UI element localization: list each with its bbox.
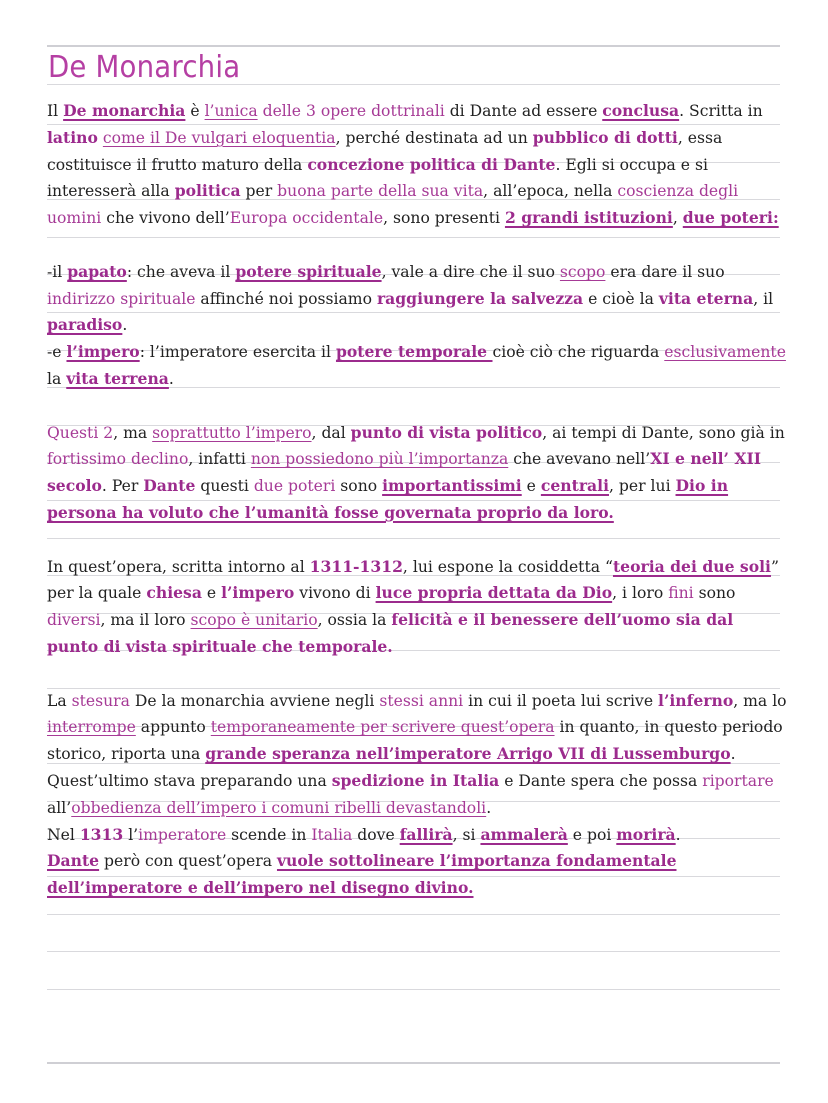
text-run: però con quest’opera	[99, 852, 277, 871]
paragraph-due-soli	[47, 554, 787, 661]
text-run: . Egli si occupa e si interesserà alla	[47, 155, 708, 201]
paragraph-spedizione	[47, 768, 787, 822]
text-run: in cui il poeta lui scrive	[463, 691, 659, 710]
text-run: vuole sottolineare l’importanza fondamentale dell’imperatore e dell’impero nel disegno divino.	[47, 851, 677, 898]
rule-line	[47, 989, 780, 990]
text-run: diversi	[47, 611, 101, 630]
text-run: Questi 2	[47, 423, 114, 442]
text-run: e cioè la	[583, 289, 659, 308]
text-run: : che aveva il	[126, 262, 236, 281]
text-run: la	[47, 369, 67, 388]
text-run: scende in	[226, 825, 312, 844]
text-run: potere temporale	[335, 342, 493, 362]
text-run: . Scritta in	[679, 102, 763, 120]
text-run: temporaneamente per scrivere quest’opera	[210, 718, 555, 737]
text-run: , essa costituisce il frutto maturo della	[47, 128, 723, 174]
text-run: appunto	[135, 718, 211, 737]
text-run: paradiso	[47, 315, 123, 335]
text-run: Italia	[311, 825, 353, 844]
notes-body	[47, 98, 787, 902]
text-run: -e	[47, 343, 67, 362]
text-run: , dal	[311, 423, 351, 442]
text-run: .	[730, 745, 736, 764]
text-run: De monarchia	[63, 101, 186, 120]
text-run: .	[486, 798, 492, 817]
text-run: esclusivamente	[664, 343, 786, 362]
text-run: l’	[123, 825, 139, 844]
text-run: Dante	[143, 476, 196, 496]
text-run: -il	[47, 262, 68, 281]
text-run: latino	[47, 127, 98, 147]
text-run: , sono presenti	[383, 209, 505, 228]
text-run: Nel	[47, 825, 80, 844]
text-run: scopo è unitario	[190, 611, 318, 630]
text-run: soprattutto l’impero	[152, 423, 312, 442]
text-run: , ossia la	[317, 611, 392, 630]
text-run: Quest’ultimo stava preparando una	[47, 771, 332, 790]
text-run: Dio in persona ha voluto che l’umanità fosse governata proprio da loro.	[47, 476, 729, 522]
text-run: per	[240, 182, 278, 201]
text-run: , i loro	[612, 584, 669, 603]
text-run: l’unica	[204, 102, 258, 120]
text-run: vita terrena	[66, 368, 169, 388]
text-run: Dante	[47, 851, 100, 871]
text-run: centrali	[540, 476, 609, 496]
text-run: , ai tempi di Dante, sono già in	[542, 423, 785, 442]
text-run: , si	[452, 825, 481, 844]
text-run: , all’epoca, nella	[483, 182, 618, 201]
paragraph-papato	[47, 259, 787, 339]
text-run: e Dante spera che possa	[499, 771, 703, 790]
text-run: .	[122, 316, 128, 335]
text-run: e	[201, 584, 222, 603]
text-run: obbedienza dell’impero i comuni ribelli devastandoli	[71, 798, 487, 817]
text-run: all’	[47, 798, 72, 817]
text-run: : l’imperatore esercita il	[139, 343, 336, 362]
paragraph-1313	[47, 822, 787, 849]
text-run: indirizzo spirituale	[47, 289, 196, 308]
text-run: Europa occidentale	[229, 209, 384, 228]
text-run: 2 grandi istituzioni	[504, 208, 673, 228]
text-run: 1311-1312	[309, 556, 403, 576]
text-run: che vivono dell’	[101, 209, 230, 228]
text-run: .	[168, 369, 174, 388]
text-run: coscienza degli uomini	[47, 182, 739, 228]
text-run: ,	[672, 209, 683, 228]
text-run: di Dante ad essere	[444, 102, 603, 120]
paragraph-impero	[47, 339, 787, 393]
rule-line	[47, 951, 780, 952]
text-run: , perché destinata ad un	[335, 128, 533, 147]
text-run: , lui espone la cosiddetta “	[402, 557, 613, 576]
text-run: conclusa	[602, 101, 680, 120]
text-run: felicità e il benessere dell’uomo sia dal punto di vista spirituale che temporale.	[47, 610, 734, 656]
text-run: papato	[67, 261, 127, 281]
text-run: due poteri:	[682, 208, 779, 228]
text-run: ” per la quale	[47, 557, 779, 603]
text-run: vivono di	[294, 584, 376, 603]
text-run: morirà	[616, 824, 676, 844]
text-run: , il	[753, 289, 774, 308]
page-title: De Monarchia	[48, 50, 241, 85]
text-run: ammalerà	[480, 824, 568, 844]
paragraph-intro	[47, 98, 787, 232]
text-run: potere spirituale	[235, 261, 382, 281]
text-run: imperatore	[138, 825, 227, 844]
text-run: sono	[335, 477, 383, 496]
text-run: stesura	[71, 691, 130, 710]
text-run: era dare il suo	[605, 262, 725, 281]
text-run: pubblico di dotti	[532, 127, 678, 147]
text-run: delle 3 opere dottrinali	[257, 102, 445, 120]
paragraph-declino	[47, 420, 787, 527]
text-run: dove	[352, 825, 400, 844]
text-run: politica	[174, 181, 241, 201]
text-run: cioè ciò che riguarda	[492, 343, 665, 362]
text-run: De la monarchia avviene negli	[129, 691, 380, 710]
text-run: , per lui	[609, 477, 676, 496]
paragraph-stesura	[47, 688, 787, 768]
text-run: , ma lo	[733, 691, 787, 710]
text-run: l’impero	[66, 342, 140, 362]
text-run: spedizione in Italia	[331, 770, 500, 790]
rule-line	[47, 45, 780, 47]
text-run: fortissimo declino	[47, 450, 189, 469]
text-run: l’impero	[221, 583, 295, 603]
paragraph-conclusione	[47, 848, 787, 902]
text-run: In quest’opera, scritta intorno al	[47, 557, 310, 576]
text-run: teoria dei due soli	[612, 556, 771, 576]
text-run: grande speranza nell’imperatore Arrigo VII di Lussemburgo	[205, 744, 731, 764]
text-run: .	[675, 825, 681, 844]
text-run: buona parte della sua vita	[277, 182, 484, 201]
text-run: sono	[693, 584, 736, 603]
text-run: non possiedono più l’importanza	[250, 450, 509, 469]
text-run: in quanto, in questo periodo storico, riporta una	[47, 718, 783, 764]
text-run: interrompe	[47, 718, 136, 737]
text-run: 1313	[79, 824, 124, 844]
text-run: e poi	[567, 825, 617, 844]
text-run: chiesa	[146, 583, 202, 603]
text-run: come il De vulgari eloquentia	[102, 128, 336, 147]
text-run: che avevano nell’	[508, 450, 651, 469]
text-run: punto di vista politico	[350, 422, 543, 442]
rule-line	[47, 1062, 780, 1064]
text-run: l’inferno	[658, 690, 734, 710]
text-run: , vale a dire che il suo	[381, 262, 560, 281]
text-run: La	[47, 691, 72, 710]
text-run: importantissimi	[382, 476, 522, 496]
text-run: . Per	[101, 477, 144, 496]
text-run: fallirà	[399, 824, 453, 844]
text-run: scopo	[559, 262, 606, 281]
text-run: fini	[668, 584, 694, 603]
text-run: stessi anni	[379, 691, 464, 710]
text-run: Il	[47, 102, 64, 120]
text-run: , ma	[113, 423, 153, 442]
text-run: e	[521, 477, 541, 496]
text-run: vita eterna	[658, 288, 754, 308]
text-run: raggiungere la salvezza	[376, 288, 584, 308]
text-run: questi	[195, 477, 254, 496]
text-run: è	[185, 102, 205, 120]
text-run: concezione politica di Dante	[307, 154, 556, 174]
text-run: due poteri	[253, 477, 336, 496]
text-run: riportare	[702, 771, 774, 790]
text-run: XI e nell’ XII secolo	[47, 449, 762, 496]
text-run: affinché noi possiamo	[195, 289, 377, 308]
text-run: luce propria dettata da Dio	[375, 583, 613, 603]
text-run: , ma il loro	[100, 611, 191, 630]
text-run: , infatti	[188, 450, 251, 469]
rule-line	[47, 914, 780, 915]
